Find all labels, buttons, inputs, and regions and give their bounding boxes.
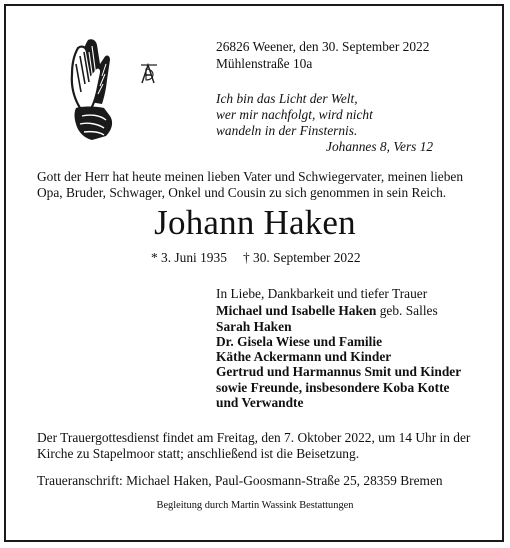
place-date: 26826 Weener, den 30. September 2022 bbox=[216, 39, 430, 54]
praying-hands-icon bbox=[62, 36, 142, 142]
mourner-note: geb. Salles bbox=[376, 303, 438, 318]
quote-line: wandeln in der Finsternis. bbox=[216, 123, 358, 138]
mourner-name: Sarah Haken bbox=[216, 319, 292, 334]
mourner-line bbox=[216, 303, 438, 319]
condolence-address: Traueranschrift: Michael Haken, Paul-Goosmann-Straße 25, 28359 Bremen bbox=[37, 473, 443, 488]
death-date: † 30. September 2022 bbox=[243, 250, 361, 265]
mourner-name: und Verwandte bbox=[216, 395, 304, 410]
mourner-name: Dr. Gisela Wiese und Familie bbox=[216, 334, 383, 349]
service-line: Kirche zu Stapelmoor statt; anschließend ist die Beisetzung. bbox=[37, 446, 360, 461]
service-line: Der Trauergottesdienst findet am Freitag, den 7. Oktober 2022, um 14 Uhr in der bbox=[37, 430, 471, 445]
mourner-name: sowie Freunde, insbesondere Koba Kotte bbox=[216, 380, 450, 395]
address: Mühlenstraße 10a bbox=[216, 56, 313, 71]
intro-line: Opa, Bruder, Schwager, Onkel und Cousin zu sich genommen in sein Reich. bbox=[37, 185, 447, 200]
quote-line: Ich bin das Licht der Welt, bbox=[216, 91, 358, 106]
monogram-icon bbox=[140, 62, 158, 84]
deceased-name: Johann Haken bbox=[154, 203, 356, 242]
quote-source: Johannes 8, Vers 12 bbox=[326, 139, 434, 154]
funeral-home: Begleitung durch Martin Wassink Bestattungen bbox=[156, 500, 354, 511]
mourner-name: Gertrud und Harmannus Smit und Kinder bbox=[216, 364, 462, 379]
mourner-name: Michael und Isabelle Haken bbox=[216, 303, 377, 318]
quote-line: wer mir nachfolgt, wird nicht bbox=[216, 107, 373, 122]
mourner-name: Käthe Ackermann und Kinder bbox=[216, 349, 392, 364]
birth-date: * 3. Juni 1935 bbox=[151, 250, 227, 265]
mourners-intro: In Liebe, Dankbarkeit und tiefer Trauer bbox=[216, 286, 428, 301]
intro-line: Gott der Herr hat heute meinen lieben Vater und Schwiegervater, meinen lieben bbox=[37, 169, 464, 184]
